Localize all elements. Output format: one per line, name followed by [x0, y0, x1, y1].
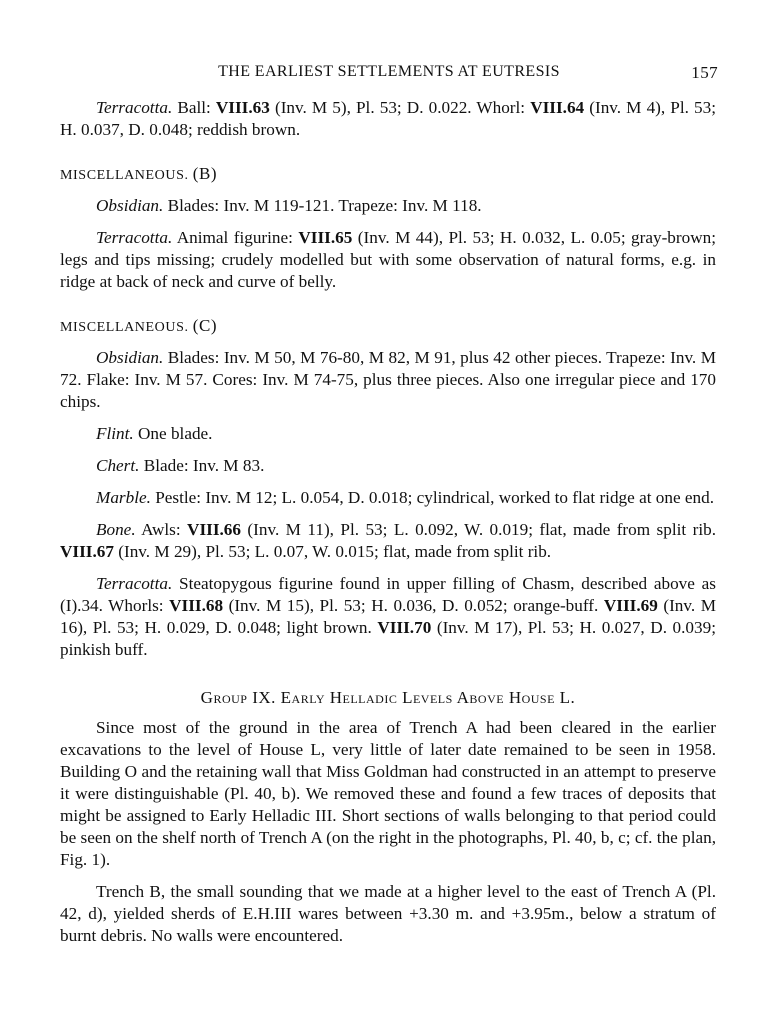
entry-text: Ball: [172, 98, 216, 117]
entry-obsidian-b [60, 195, 716, 217]
entry-text: (Inv. M 11), Pl. 53; L. 0.092, W. 0.019; flat, made from split rib. [241, 520, 716, 539]
catalog-number: VIII.68 [169, 596, 224, 615]
entry-obsidian-c [60, 347, 716, 413]
body-text [60, 97, 716, 957]
entry-flint [60, 423, 716, 445]
category-label: Chert. [96, 456, 140, 475]
section-heading-misc-c [60, 315, 716, 339]
category-label: Bone. [96, 520, 136, 539]
entry-text: One blade. [133, 424, 213, 443]
catalog-number: VIII.65 [298, 228, 353, 247]
category-label: Obsidian. [96, 348, 164, 367]
entry-chert [60, 455, 716, 477]
category-label: Terracotta. [96, 98, 173, 117]
heading-word: MISCELLANEOUS. [60, 168, 189, 183]
entry-text: (Inv. M 44), Pl. 53; H. 0.032, L. 0.05; gray-brown; legs and tips missing; crudely modelled but with some observation of natural forms, e.g. in ridge at back of neck and curve of belly. [60, 228, 716, 291]
entry-text: Animal figurine: [172, 228, 299, 247]
entry-terracotta-figurine [60, 227, 716, 293]
paragraph-trench-b: Trench B, the small sounding that we made at a higher level to the east of Trench A (Pl. 42, d), yielded sherds of E.H.III wares between +3.30 m. and +3.95m., below a stratum of burnt debris. No walls were encountered. [60, 882, 716, 945]
catalog-number: VIII.69 [603, 596, 658, 615]
category-label: Flint. [96, 424, 134, 443]
heading-word: MISCELLANEOUS. [60, 320, 189, 335]
entry-text: (Inv. M 16), Pl. 53; H. 0.029, D. 0.048; light brown. [60, 596, 716, 637]
entry-text: (Inv. M 4), Pl. 53; H. 0.037, D. 0.048; reddish brown. [60, 98, 716, 139]
entry-marble [60, 487, 716, 509]
running-header [60, 63, 718, 85]
category-label: Obsidian. [96, 196, 164, 215]
entry-text: Pestle: Inv. M 12; L. 0.054, D. 0.018; cylindrical, worked to flat ridge at one end. [150, 488, 714, 507]
entry-text: (Inv. M 29), Pl. 53; L. 0.07, W. 0.015; flat, made from split rib. [113, 542, 552, 561]
heading-letter: (B) [192, 164, 218, 183]
catalog-number: VIII.64 [530, 98, 585, 117]
page-number: 157 [691, 63, 718, 82]
entry-text: Blades: Inv. M 50, M 76-80, M 82, M 91, plus 42 other pieces. Trapeze: Inv. M 72. Flake: Inv. M 57. Cores: Inv. M 74-75, plus three pieces. Also one irregular piece and 170 chips. [60, 348, 716, 411]
catalog-number: VIII.63 [215, 98, 270, 117]
category-label: Terracotta. [96, 228, 173, 247]
heading-letter: (C) [192, 316, 218, 335]
category-label: Marble. [96, 488, 151, 507]
catalog-number: VIII.66 [187, 520, 241, 539]
entry-text: (Inv. M 15), Pl. 53; H. 0.036, D. 0.052; orange-buff. [223, 596, 604, 615]
entry-text: (Inv. M 5), Pl. 53; D. 0.022. Whorl: [269, 98, 531, 117]
entry-bone [60, 519, 716, 563]
entry-text: Awls: [135, 520, 188, 539]
entry-text: (Inv. M 17), Pl. 53; H. 0.027, D. 0.039; pinkish buff. [60, 618, 716, 659]
group-ix-heading: Group IX. Early Helladic Levels Above House L. [200, 688, 576, 707]
paragraph-trench-a: Since most of the ground in the area of Trench A had been cleared in the earlier excavations to the level of House L, very little of later date remained to be seen in 1958. Building O and the retaining wall that Miss Goldman had constructed in an attempt to preserve it were distinguishable (Pl. 40, b). We removed these and found a few traces of deposits that might be assigned to Early Helladic III. Short sections of walls belonging to that period could be seen on the shelf north of Trench A (on the right in the photographs, Pl. 40, b, c; cf. the plan, Fig. 1). [60, 718, 716, 869]
entry-terracotta-whorls [60, 573, 716, 661]
catalog-number: VIII.70 [377, 618, 432, 637]
entry-text: Steatopygous figurine found in upper filling of Chasm, described above as (I).34. Whorls: [60, 574, 716, 615]
section-heading-misc-b [60, 163, 716, 187]
catalog-number: VIII.67 [60, 542, 114, 561]
category-label: Terracotta. [96, 574, 173, 593]
entry-text: Blades: Inv. M 119-121. Trapeze: Inv. M 118. [163, 196, 482, 215]
entry-terracotta-ball-whorl [60, 97, 716, 141]
running-title: THE EARLIEST SETTLEMENTS AT EUTRESIS [218, 63, 560, 80]
entry-text: Blade: Inv. M 83. [139, 456, 265, 475]
